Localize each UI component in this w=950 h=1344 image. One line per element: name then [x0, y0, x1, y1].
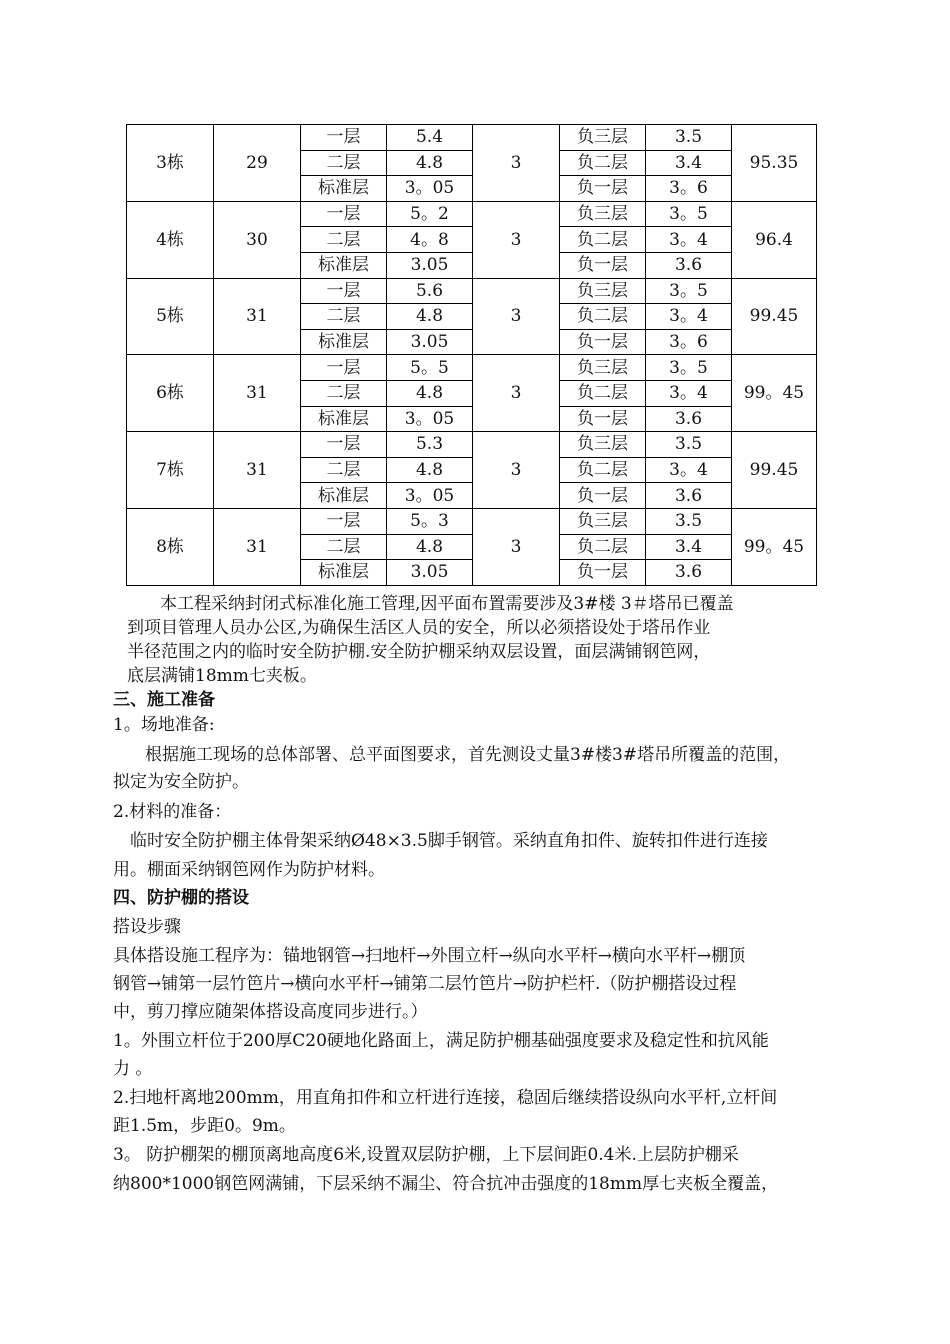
basement-count: 3	[473, 201, 560, 278]
basement-count: 3	[473, 278, 560, 355]
above-floor-label: 二层	[301, 304, 387, 330]
above-floor-height: 4.8	[387, 150, 473, 176]
above-floor-height: 3.05	[387, 329, 473, 355]
basement-floor-label: 负一层	[560, 483, 646, 509]
section-4-sequence-1: 具体搭设施工程序为：锚地钢管→扫地杆→外围立杆→纵向水平杆→横向水平杆→棚顶	[113, 946, 746, 966]
basement-floor-height: 3。5	[646, 201, 732, 227]
basement-floor-label: 负二层	[560, 304, 646, 330]
basement-floor-height: 3.5	[646, 432, 732, 458]
above-floor-label: 一层	[301, 355, 387, 381]
intro-line-2: 到项目管理人员办公区,为确保生活区人员的安全，所以必须搭设处于塔吊作业	[127, 618, 711, 638]
basement-floor-height: 3。6	[646, 176, 732, 202]
basement-floor-label: 负三层	[560, 508, 646, 534]
above-floor-height: 4.8	[387, 457, 473, 483]
basement-floor-label: 负三层	[560, 355, 646, 381]
above-floor-height: 3。05	[387, 483, 473, 509]
step-3-line-2: 纳800*1000钢笆网满铺，下层采纳不漏尘、符合抗冲击强度的18mm厚七夹板全覆盖，	[113, 1174, 779, 1194]
above-floor-height: 5.4	[387, 125, 473, 151]
building-floor-count: 31	[214, 508, 301, 585]
building-floor-count: 31	[214, 432, 301, 509]
above-floor-label: 标准层	[301, 406, 387, 432]
building-height: 99。45	[732, 355, 817, 432]
basement-floor-height: 3。4	[646, 304, 732, 330]
basement-floor-label: 负三层	[560, 432, 646, 458]
basement-floor-height: 3.6	[646, 252, 732, 278]
basement-floor-label: 负三层	[560, 201, 646, 227]
above-floor-label: 二层	[301, 380, 387, 406]
above-floor-height: 4.8	[387, 380, 473, 406]
above-floor-height: 5.6	[387, 278, 473, 304]
building-floor-count: 31	[214, 355, 301, 432]
basement-floor-label: 负二层	[560, 457, 646, 483]
above-floor-height: 3。05	[387, 176, 473, 202]
table-body	[127, 125, 817, 586]
basement-floor-height: 3。5	[646, 278, 732, 304]
basement-floor-height: 3.6	[646, 483, 732, 509]
basement-floor-label: 负一层	[560, 406, 646, 432]
above-floor-height: 5。5	[387, 355, 473, 381]
section-3-title: 三、施工准备	[113, 690, 215, 710]
basement-count: 3	[473, 508, 560, 585]
above-floor-label: 二层	[301, 227, 387, 253]
above-floor-label: 标准层	[301, 560, 387, 586]
building-height: 99.45	[732, 278, 817, 355]
above-floor-height: 3.05	[387, 560, 473, 586]
basement-floor-height: 3.5	[646, 508, 732, 534]
section-3-item-1-para-2: 拟定为安全防护。	[113, 772, 249, 792]
above-floor-label: 标准层	[301, 329, 387, 355]
above-floor-label: 一层	[301, 201, 387, 227]
basement-floor-label: 负二层	[560, 150, 646, 176]
building-name: 6栋	[127, 355, 214, 432]
building-name: 4栋	[127, 201, 214, 278]
basement-floor-label: 负一层	[560, 560, 646, 586]
basement-count: 3	[473, 432, 560, 509]
above-floor-label: 一层	[301, 125, 387, 151]
building-floor-height-table	[126, 124, 817, 586]
above-floor-label: 一层	[301, 508, 387, 534]
step-1-line-1: 1。外围立杆位于200厚C20硬地化路面上，满足防护棚基础强度要求及稳定性和抗风能	[113, 1031, 769, 1051]
basement-floor-label: 负一层	[560, 329, 646, 355]
above-floor-label: 标准层	[301, 483, 387, 509]
above-floor-label: 二层	[301, 534, 387, 560]
above-floor-label: 二层	[301, 150, 387, 176]
table-row	[127, 432, 817, 458]
step-2-line-1: 2.扫地杆离地200mm，用直角扣件和立杆进行连接，稳固后继续搭设纵向水平杆,立杆间	[113, 1088, 778, 1108]
above-floor-label: 标准层	[301, 252, 387, 278]
building-name: 3栋	[127, 125, 214, 202]
basement-floor-label: 负一层	[560, 176, 646, 202]
intro-line-3: 半径范围之内的临时安全防护棚.安全防护棚采纳双层设置，面层满铺钢笆网，	[127, 642, 711, 662]
basement-floor-height: 3.4	[646, 150, 732, 176]
building-name: 5栋	[127, 278, 214, 355]
basement-count: 3	[473, 355, 560, 432]
step-3-line-1: 3。 防护棚架的棚顶离地高度6米,设置双层防护棚，上下层间距0.4米.上层防护棚采	[113, 1145, 739, 1165]
step-1-line-2: 力 。	[113, 1059, 153, 1079]
above-floor-height: 4.8	[387, 534, 473, 560]
above-floor-label: 标准层	[301, 176, 387, 202]
above-floor-height: 5.3	[387, 432, 473, 458]
section-3-item-1-para-1: 根据施工现场的总体部署、总平面图要求，首先测设丈量3#楼3#塔吊所覆盖的范围，	[145, 745, 791, 765]
table-row	[127, 508, 817, 534]
section-4-sequence-3: 中，剪刀撑应随架体搭设高度同步进行。）	[113, 1002, 428, 1022]
intro-line-1: 本工程采纳封闭式标准化施工管理,因平面布置需要涉及3#楼 3＃塔吊已覆盖	[160, 594, 734, 614]
above-floor-height: 4.8	[387, 304, 473, 330]
building-height: 99。45	[732, 508, 817, 585]
section-4-sequence-2: 钢管→铺第一层竹笆片→横向水平杆→铺第二层竹笆片→防护栏杆.（防护棚搭设过程	[113, 974, 737, 994]
basement-floor-label: 负二层	[560, 534, 646, 560]
basement-floor-label: 负三层	[560, 125, 646, 151]
basement-floor-height: 3。5	[646, 355, 732, 381]
above-floor-height: 4。8	[387, 227, 473, 253]
above-floor-label: 二层	[301, 457, 387, 483]
basement-floor-height: 3。4	[646, 457, 732, 483]
section-3-item-2-para-1: 临时安全防护棚主体骨架采纳Ø48×3.5脚手钢管。采纳直角扣件、旋转扣件进行连接	[130, 831, 768, 851]
building-height: 95.35	[732, 125, 817, 202]
building-name: 7栋	[127, 432, 214, 509]
above-floor-height: 3。05	[387, 406, 473, 432]
above-floor-height: 3.05	[387, 252, 473, 278]
table-row	[127, 278, 817, 304]
basement-floor-height: 3。4	[646, 227, 732, 253]
basement-floor-label: 负二层	[560, 227, 646, 253]
basement-floor-height: 3.6	[646, 560, 732, 586]
section-4-title: 四、防护棚的搭设	[113, 888, 249, 908]
table-row	[127, 125, 817, 151]
basement-floor-label: 负三层	[560, 278, 646, 304]
section-4-subtitle: 搭设步骤	[113, 917, 181, 937]
above-floor-label: 一层	[301, 432, 387, 458]
step-2-line-2: 距1.5m，步距0。9m。	[113, 1116, 296, 1136]
basement-count: 3	[473, 125, 560, 202]
basement-floor-height: 3.4	[646, 534, 732, 560]
basement-floor-height: 3.6	[646, 406, 732, 432]
intro-line-4: 底层满铺18mm七夹板。	[127, 666, 317, 686]
basement-floor-height: 3。6	[646, 329, 732, 355]
building-floor-count: 30	[214, 201, 301, 278]
above-floor-height: 5。2	[387, 201, 473, 227]
table-row	[127, 355, 817, 381]
building-height: 99.45	[732, 432, 817, 509]
table-row	[127, 201, 817, 227]
basement-floor-height: 3。4	[646, 380, 732, 406]
building-name: 8栋	[127, 508, 214, 585]
basement-floor-label: 负二层	[560, 380, 646, 406]
building-floor-count: 29	[214, 125, 301, 202]
section-3-item-2-para-2: 用。棚面采纳钢笆网作为防护材料。	[113, 860, 385, 880]
basement-floor-label: 负一层	[560, 252, 646, 278]
building-floor-count: 31	[214, 278, 301, 355]
section-3-item-2: 2.材料的准备：	[113, 802, 232, 822]
section-3-item-1: 1。场地准备:	[113, 715, 215, 735]
above-floor-height: 5。3	[387, 508, 473, 534]
tower-crane-building-table	[126, 124, 816, 586]
above-floor-label: 一层	[301, 278, 387, 304]
basement-floor-height: 3.5	[646, 125, 732, 151]
building-height: 96.4	[732, 201, 817, 278]
